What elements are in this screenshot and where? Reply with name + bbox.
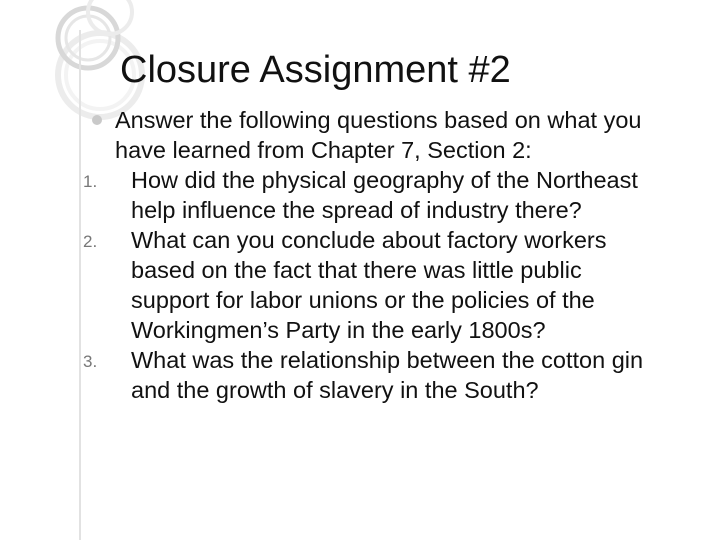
question-line: How did the physical geography of the Northeast — [131, 167, 638, 193]
slide-title: Closure Assignment #2 — [120, 49, 511, 91]
slide-body — [0, 105, 720, 405]
question-1-continuation — [0, 195, 720, 225]
question-2-continuation — [0, 255, 720, 285]
question-2-continuation — [0, 285, 720, 315]
intro-bullet — [0, 105, 720, 135]
intro-continuation — [0, 135, 720, 165]
question-line: based on the fact that there was little public — [131, 257, 582, 283]
question-2-continuation — [0, 315, 720, 345]
question-line: Workingmen’s Party in the early 1800s? — [131, 317, 546, 343]
question-2 — [0, 225, 720, 255]
question-number: 1. — [83, 172, 98, 191]
question-number: 2. — [83, 232, 98, 251]
intro-line-1: Answer the following questions based on what you — [115, 107, 642, 133]
question-number: 3. — [83, 352, 98, 371]
question-3-continuation — [0, 375, 720, 405]
question-1 — [0, 165, 720, 195]
question-line: What can you conclude about factory workers — [131, 227, 607, 253]
question-line: and the growth of slavery in the South? — [131, 377, 539, 403]
intro-line-2: have learned from Chapter 7, Section 2: — [115, 137, 532, 163]
question-line: help influence the spread of industry there? — [131, 197, 582, 223]
question-line: What was the relationship between the cotton gin — [131, 347, 644, 373]
question-line: support for labor unions or the policies of the — [131, 287, 595, 313]
bullet-icon — [92, 115, 102, 125]
question-3 — [0, 345, 720, 375]
